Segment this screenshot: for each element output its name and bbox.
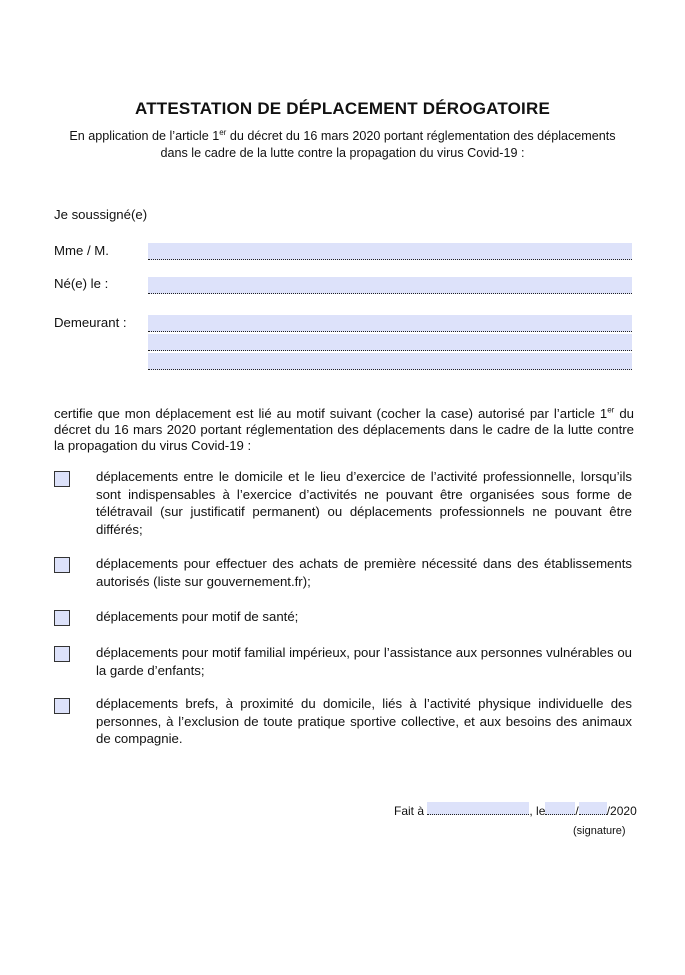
subtitle-superscript: er — [219, 127, 227, 137]
address-label: Demeurant : — [54, 315, 127, 330]
address-field-line-1[interactable] — [148, 315, 632, 332]
option-checkbox-health[interactable] — [54, 610, 70, 626]
option-checkbox-family[interactable] — [54, 646, 70, 662]
option-checkbox-shopping[interactable] — [54, 557, 70, 573]
birth-date-field[interactable] — [148, 277, 632, 294]
page-title: ATTESTATION DE DÉPLACEMENT DÉROGATOIRE — [135, 99, 550, 118]
certification-text-start: certifie que mon déplacement est lié au motif suivant (cocher la case) autorisé par l’article 1 — [54, 406, 608, 421]
page-subtitle — [60, 128, 625, 162]
address-field-line-2[interactable] — [148, 334, 632, 351]
option-label-exercise: déplacements brefs, à proximité du domicile, liés à l’activité physique individuelle des personnes, à l’exclusion de toute pratique sportive collective, et aux besoins des animaux de compagnie. — [96, 696, 632, 746]
option-label-family: déplacements pour motif familial impérieux, pour l’assistance aux personnes vulnérables ou la garde d’enfants; — [96, 645, 632, 678]
option-checkbox-work[interactable] — [54, 471, 70, 487]
birth-label: Né(e) le : — [54, 276, 109, 291]
option-label-health: déplacements pour motif de santé; — [96, 609, 299, 624]
certification-text — [54, 406, 634, 454]
certification-text-end: du décret du 16 mars 2020 portant réglementation des déplacements dans le cadre de la lutte contre la propagation du virus Covid-19 : — [54, 406, 634, 453]
le-label: , le — [529, 804, 546, 818]
intro-label: Je soussigné(e) — [54, 207, 148, 222]
option-checkbox-exercise[interactable] — [54, 698, 70, 714]
option-label-shopping: déplacements pour effectuer des achats de première nécessité dans des établissements autorisés (liste sur gouvernement.fr); — [96, 556, 632, 589]
address-field-line-3[interactable] — [148, 353, 632, 370]
fait-a-label: Fait à — [394, 804, 428, 818]
place-date-line — [394, 802, 637, 818]
option-label-work: déplacements entre le domicile et le lieu d’exercice de l’activité professionnelle, lorsqu’ils sont indispensables à l’exercice d’activités ne pouvant être organisées sous forme de télétravail (sur justificatif permanent) ou déplacements professionnels ne pouvant être différés; — [96, 469, 632, 537]
month-field[interactable] — [579, 802, 607, 815]
certification-superscript: er — [607, 405, 615, 415]
year-label: /2020 — [606, 804, 637, 818]
day-field[interactable] — [545, 802, 575, 815]
signature-label: (signature) — [573, 825, 626, 837]
date-slash: / — [575, 804, 579, 818]
address-input-line-3[interactable] — [148, 354, 632, 370]
name-input[interactable] — [148, 244, 632, 260]
birth-date-input[interactable] — [148, 278, 632, 294]
subtitle-text-end: du décret du 16 mars 2020 portant réglementation des déplacements dans le cadre de la lutte contre la propagation du virus Covid-19 : — [160, 129, 616, 160]
name-field[interactable] — [148, 243, 632, 260]
address-input-line-2[interactable] — [148, 335, 632, 351]
place-field[interactable] — [427, 802, 529, 815]
subtitle-text-start: En application de l’article 1 — [69, 129, 220, 143]
address-input-line-1[interactable] — [148, 316, 632, 332]
name-label: Mme / M. — [54, 243, 109, 258]
